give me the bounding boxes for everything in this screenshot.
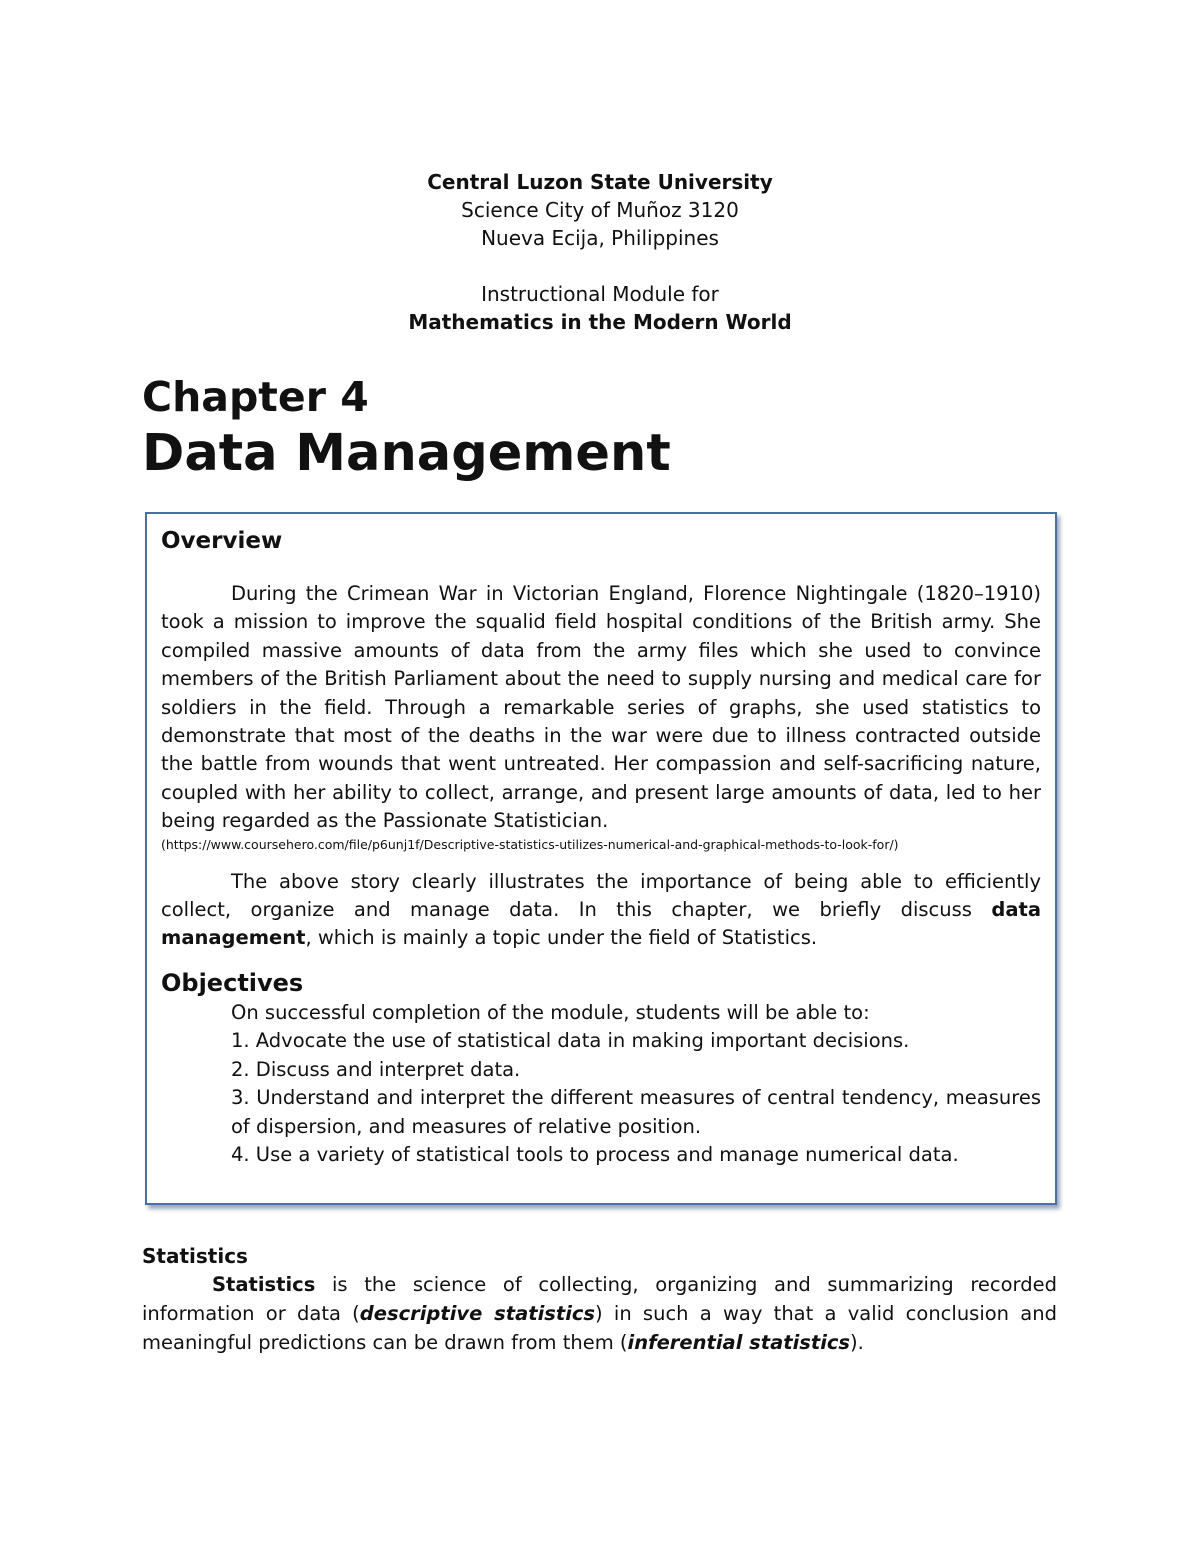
chapter-number: Chapter 4 <box>142 373 369 421</box>
data-management-term: data management <box>161 898 1041 950</box>
objective-item: 4. Use a variety of statistical tools to process and manage numerical data. <box>231 1142 959 1166</box>
statistics-term: Statistics <box>212 1273 316 1296</box>
address-line-2: Nueva Ecija, Philippines <box>481 226 719 250</box>
overview-paragraph-1: During the Crimean War in Victorian England, Florence Nightingale (1820–1910) took a mission to improve the squalid field hospital conditions of the British army. She compiled massive amounts of data from the army files which she used to convince members of the British Parliament about the need to supply nursing and medical care for soldiers in the field. Through a remarkable series of graphs, she used statistics to demonstrate that most of the deaths in the war were due to illness contracted outside the battle from wounds that went untreated. Her compassion and self-sacrificing nature, coupled with her ability to collect, arrange, and present large amounts of data, led to her being regarded as the Passionate Statistician. <box>161 582 1041 833</box>
statistics-heading: Statistics <box>142 1244 248 1268</box>
objectives-list <box>161 1027 1041 1169</box>
header-spacer <box>0 252 1200 280</box>
objectives-heading: Objectives <box>161 968 304 997</box>
descriptive-statistics-term: descriptive statistics <box>359 1301 596 1325</box>
chapter-title: Data Management <box>142 424 671 483</box>
university-name: Central Luzon State University <box>427 170 773 194</box>
inferential-statistics-term: inferential statistics <box>627 1330 851 1354</box>
statistics-paragraph <box>142 1271 1057 1357</box>
objectives-intro: On successful completion of the module, students will be able to: <box>231 1000 870 1024</box>
source-url: (https://www.coursehero.com/file/p6unj1f/Descriptive-statistics-utilizes-numerical-and-graphical-methods-to-look-for/) <box>161 836 899 852</box>
module-line: Instructional Module for <box>481 282 719 306</box>
paragraph-2-text-a: The above story clearly illustrates the importance of being able to efficiently collect, organize and manage data. In this chapter, we briefly discuss <box>161 869 1041 922</box>
statistics-text-2: ) in such a way that a valid conclusion and meaningful predictions can be drawn from them ( <box>142 1301 1057 1354</box>
overview-paragraph-2 <box>161 868 1041 953</box>
statistics-text-3: ). <box>850 1330 864 1354</box>
objective-item: 1. Advocate the use of statistical data in making important decisions. <box>231 1029 910 1053</box>
objective-item: 3. Understand and interpret the different measures of central tendency, measures of dispersion, and measures of relative position. <box>231 1086 1041 1138</box>
statistics-text-1: is the science of collecting, organizing and summarizing recorded information or data ( <box>142 1273 1057 1325</box>
overview-box <box>145 512 1057 1205</box>
address-line-1: Science City of Muñoz 3120 <box>461 198 739 222</box>
overview-heading: Overview <box>161 528 283 554</box>
paragraph-2-text-b: , which is mainly a topic under the field of Statistics. <box>305 926 818 950</box>
objective-item: 2. Discuss and interpret data. <box>231 1057 521 1081</box>
course-title: Mathematics in the Modern World <box>408 310 792 334</box>
document-header <box>0 168 1200 336</box>
